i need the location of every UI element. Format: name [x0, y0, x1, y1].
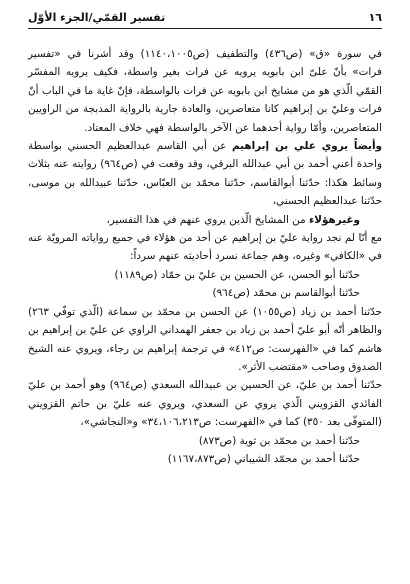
paragraph-3-lead: وغيرهؤلاء — [308, 213, 360, 226]
narration-line-2: حدّثنا أبوالقاسم بن محمّد (ص٩٦٤) — [212, 287, 360, 300]
paragraph-1: في سورة «ق» (ص٤٣٦) والتطفيف (ص١١٤٠،١٠٠٥) وقد أشرنا في «تفسير فرات» بأنّ علىّ ابن بابويه يرويه عن فرات بغير واسطة، فكيف يرويه المفسّر القمّي الّذي هو من مشايخ ابن بابويه عن فرات بالواسطة، فإنّ غاية ما في الباب أنّ فرات وعليّ بن إبراهيم كانا متعاصرين، والعادة جارية بالرواية المدبجة من الراويين المتعاصرين، وأمّا رواية أحدهما عن الآخر بالواسطة فهي خلاف المعتاد. — [28, 48, 383, 134]
paragraph-2-lead: وأيضاً يروي علي بن إبراهيم — [232, 140, 382, 153]
page-number: ١٦ — [368, 11, 382, 24]
paragraph-6: حدّثنا أحمد بن عليّ، عن الحسين بن عبيدالله السعدي (ص٩٦٤) وهو أحمد بن عليّ الفائدي القزويني الّذي يروي عن السعدي، ويروي عنه عليّ بن حاتم القزويني (المتوفّى بعد ٣٥٠) كما في «الفهرست: ص٣٤،١٠٦،٢١٣» و«النجاشي»، — [28, 379, 382, 429]
paragraph-5: حدّثنا أحمد بن زياد (ص١٠٥٥) عن الحسن بن محمّد بن سماعة (الّذي توفّي ٢٦٣) والظاهر أنّه أبو عليّ أحمد بن زياد بن جعفر الهمداني الراوي عن عليّ بن إبراهيم بن هاشم كما في «الفهرست: ص٤١٢» في ترجمة إبراهيم بن رجاء، ويروي عنه الشيخ الصدوق وصاحب «مقتضب الأثر». — [28, 305, 382, 373]
running-title: تفسير القمّي/الجزء الأوّل — [28, 11, 166, 24]
body-text — [28, 45, 382, 468]
paragraph-4: مع أنّا لم نجد رواية عليّ بن إبراهيم عن أحد من هؤلاء في جميع رواياته المرويّة عنه في «الكافي» وغيره، وهم جماعة نسرد أحاديثه عنهم سرداً: — [28, 232, 382, 263]
running-header — [28, 11, 382, 29]
narration-line-1: حدّثنا أبو الحسن، عن الحسين بن عليّ بن حمّاد (ص١١٨٩) — [114, 268, 360, 281]
narration-line-3: حدّثنا أحمد بن محمّد بن ثوية (ص٨٧٣) — [198, 434, 360, 447]
paragraph-3: وغيرهؤلاء من المشايخ الّذين يروي عنهم في هذا التفسير، — [106, 213, 360, 226]
narration-line-4: حدّثنا أحمد بن محمّد الشيباني (ص١١٦٧،٨٧٣) — [167, 452, 360, 465]
paragraph-2: وأيضاً يروي علي بن إبراهيم عن أبي القاسم عبدالعظيم الحسني بواسطة واحدة أعني أحمد بن أبي عبدالله البرقي، وقد وقعت في (ص٩٦٤) روايته عنه بثلاث وسائط هكذا: حدّثنا أبوالقاسم، حدّثنا محمّد بن العبّاس، حدّثنا عبيدالله بن موسى، حدّثنا عبدالعظيم الحسني، — [28, 140, 382, 208]
